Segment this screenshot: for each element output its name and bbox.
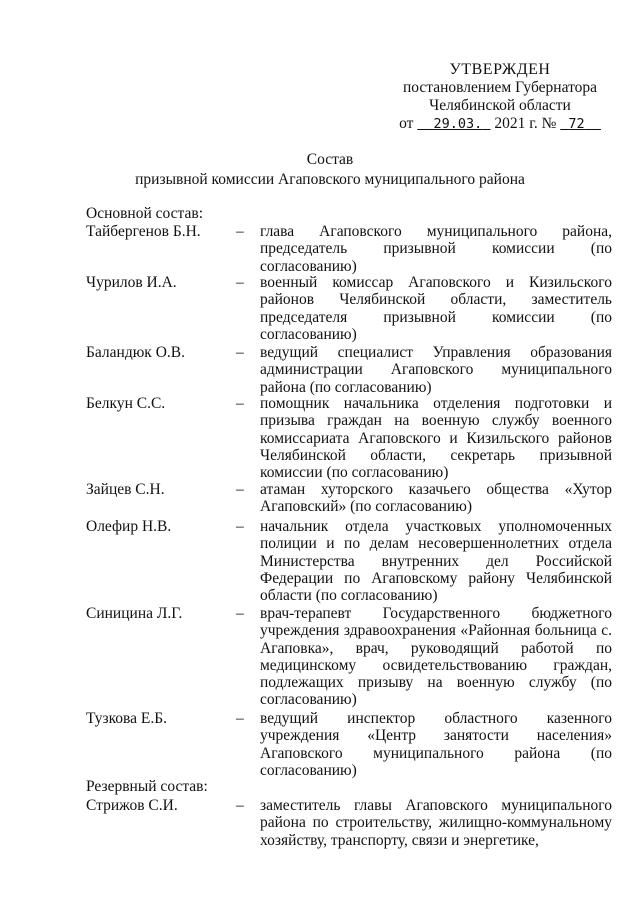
member-name: Тайбергенов Б.Н. xyxy=(86,223,201,240)
member-role: ведущий инспектор областного казенного учреждения «Центр занятости населения» Агаповского муниципального района (по согласованию) xyxy=(260,710,612,779)
approval-number: 72 xyxy=(568,116,585,132)
document-heading xyxy=(60,150,600,190)
member-role: военный комиссар Агаповского и Кизильского районов Челябинской области, заместитель председателя призывной комиссии (по согласованию) xyxy=(260,274,612,343)
member-dash: – xyxy=(236,344,244,361)
member-dash: – xyxy=(236,274,244,291)
document-title: Состав xyxy=(306,151,354,168)
member-role: помощник начальника отделения подготовки и призыва граждан на военную службу военного комиссариата Агаповского и Кизильского районов Челябинской области, секретарь призывной комиссии (по согласованию) xyxy=(260,395,612,482)
approved-stamp-title: УТВЕРЖДЕН xyxy=(449,61,551,78)
approval-block xyxy=(380,61,620,133)
member-dash: – xyxy=(236,518,244,535)
member-role: атаман хуторского казачьего общества «Хутор Агаповский» (по согласованию) xyxy=(260,481,612,516)
member-role: заместитель главы Агаповского муниципального района по строительству, жилищно-коммунальному хозяйству, транспорту, связи и энергетике, xyxy=(260,797,612,849)
member-name: Стрижов С.И. xyxy=(86,797,178,814)
member-name: Олефир Н.В. xyxy=(86,518,172,535)
main-section-label: Основной состав: xyxy=(86,205,204,222)
member-role: глава Агаповского муниципального района, председатель призывной комиссии (по согласованию) xyxy=(260,223,612,275)
member-name: Зайцев С.Н. xyxy=(86,481,165,498)
member-dash: – xyxy=(236,797,244,814)
member-dash: – xyxy=(236,710,244,727)
approval-line-1: постановлением Губернатора xyxy=(402,79,598,96)
member-name: Синицина Л.Г. xyxy=(86,605,183,622)
member-dash: – xyxy=(236,395,244,412)
approval-line-2: Челябинской области xyxy=(429,97,571,114)
approval-year: 2021 г. № xyxy=(494,115,557,132)
approval-date-line xyxy=(380,115,620,133)
member-name: Баландюк О.В. xyxy=(86,344,185,361)
member-role: начальник отдела участковых уполномоченных полиции и по делам несовершеннолетних отдела Министерства внутренних дел Российской Федерации по Агаповскому району Челябинской области (по согласованию) xyxy=(260,518,612,605)
member-dash: – xyxy=(236,605,244,622)
member-name: Белкун С.С. xyxy=(86,395,166,412)
from-label: от xyxy=(399,115,414,132)
approval-date: 29.03. xyxy=(433,116,483,132)
member-role: ведущий специалист Управления образования администрации Агаповского муниципального района (по согласованию) xyxy=(260,344,612,396)
member-dash: – xyxy=(236,481,244,498)
member-dash: – xyxy=(236,223,244,240)
member-role: врач-терапевт Государственного бюджетного учреждения здравоохранения «Районная больница с. Агаповка», врач, руководящий работой по медицинскому освидетельствованию граждан, подлежащих призыву на военную службу (по согласованию) xyxy=(260,605,612,709)
member-name: Тузкова Е.Б. xyxy=(86,710,168,727)
reserve-section-label: Резервный состав: xyxy=(86,778,208,795)
document-subtitle: призывной комиссии Агаповского муниципального района xyxy=(135,171,525,188)
member-name: Чурилов И.А. xyxy=(86,274,177,291)
